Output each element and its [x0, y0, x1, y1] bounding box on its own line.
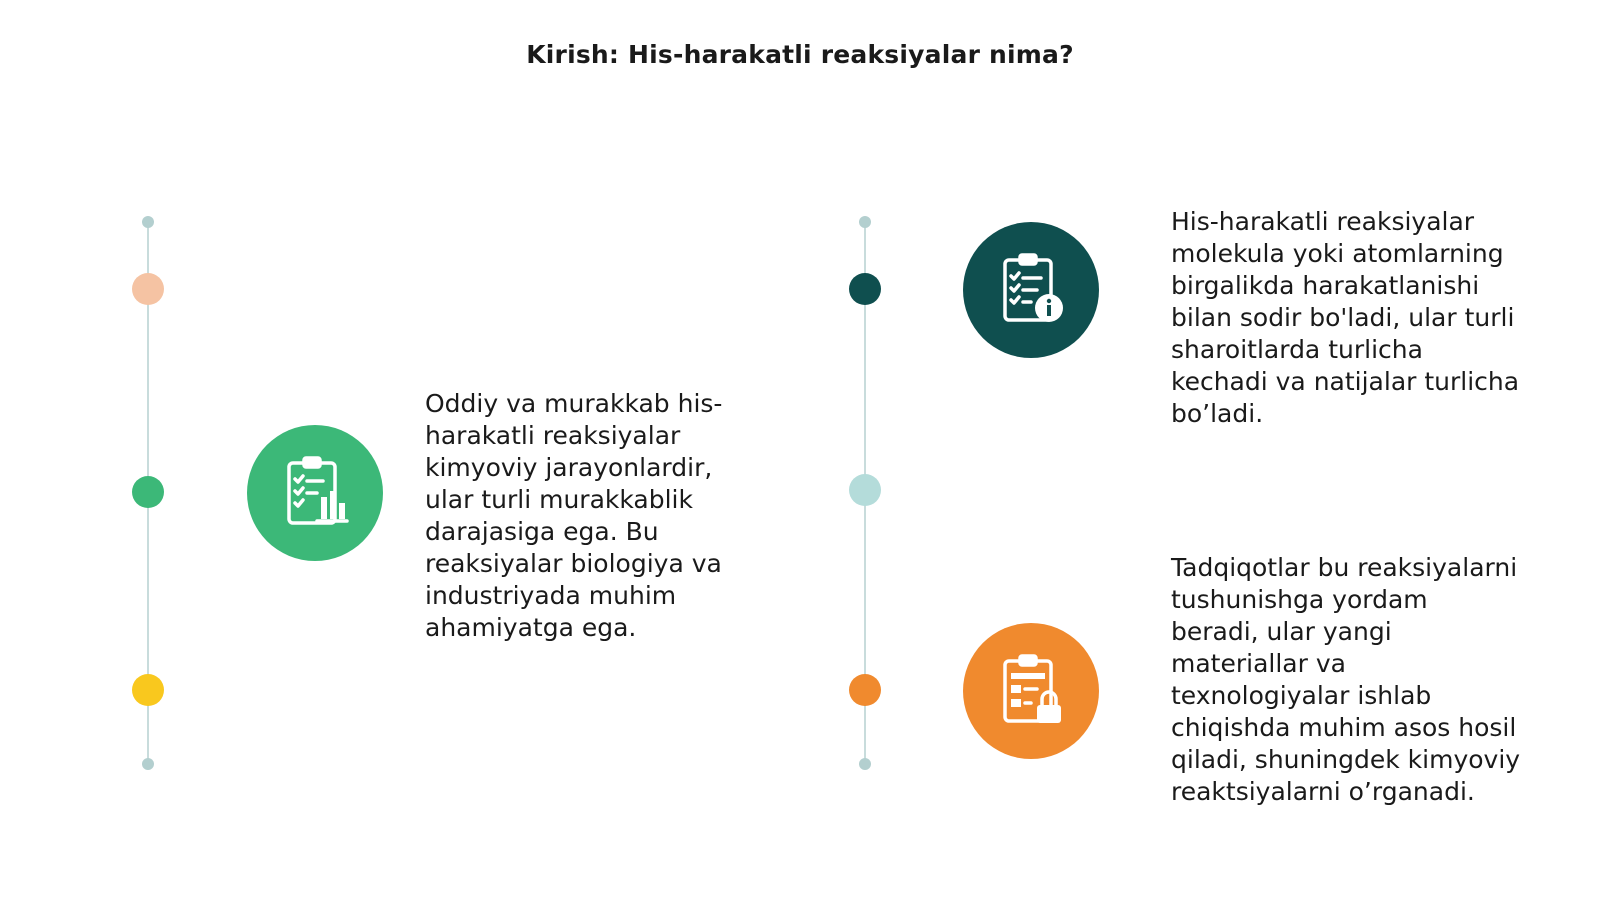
item-1-description: Oddiy va murakkab his- harakatli reaksiyalar kimyoviy jarayonlardir, ular turli murakkablik darajasiga ega. Bu reaksiyalar biologiya va industriyada muhim ahamiyatga ega. [425, 389, 723, 642]
item-2-description: His-harakatli reaksiyalar molekula yoki atomlarning birgalikda harakatlanishi bilan sodir bo'ladi, ular turli sharoitlarda turlicha kechadi va natijalar turlicha bo’ladi. [1171, 207, 1520, 428]
clipboard-chart-icon [247, 425, 383, 561]
item-3-description: Tadqiqotlar bu reaksiyalarni tushunishga yordam beradi, ular yangi materiallar va texnologiyalar ishlab chiqishda muhim asos hosil qiladi, shuningdek kimyoviy reaktsiyalarni o’rganadi. [1171, 553, 1521, 806]
clipboard-lock-icon [963, 623, 1099, 759]
left-timeline-bottom-end [142, 758, 154, 770]
left-timeline-marker-2 [132, 476, 164, 508]
slide-title: Kirish: His-harakatli reaksiyalar nima? [526, 40, 1074, 69]
right-timeline-bottom-end [859, 758, 871, 770]
right-timeline-marker-1 [849, 273, 881, 305]
right-timeline-top-end [859, 216, 871, 228]
clipboard-info-icon [963, 222, 1099, 358]
right-timeline-marker-3 [849, 674, 881, 706]
left-timeline-marker-3 [132, 674, 164, 706]
right-timeline-marker-2 [849, 474, 881, 506]
left-timeline-marker-1 [132, 273, 164, 305]
left-timeline-top-end [142, 216, 154, 228]
